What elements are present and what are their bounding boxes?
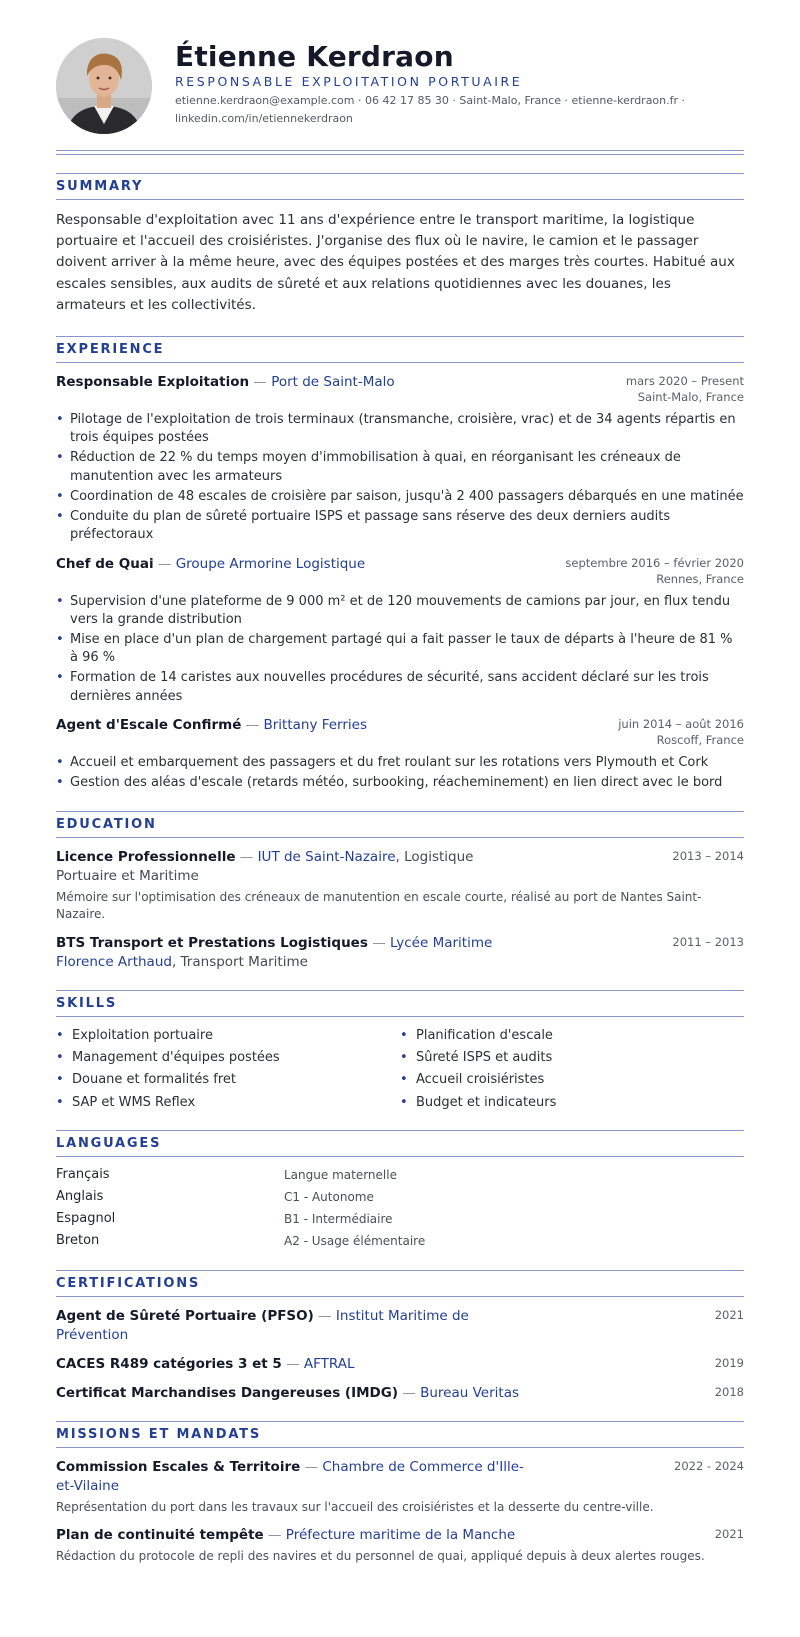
bullet: • Accueil et embarquement des passagers et du fret roulant sur les rotations vers Plymouth et Cork (56, 754, 744, 772)
job-bullets (56, 754, 744, 792)
education-dates: 2013 – 2014 (672, 848, 744, 863)
bullet: • Mise en place d'un plan de chargement partagé qui a fait passer le taux de départs à l'heure de 81 % à 96 % (56, 631, 744, 668)
field: Logistique (404, 848, 474, 865)
job-location: Roscoff, France (656, 733, 744, 748)
education-entry: BTS Transport et Prestations Logistiques — Lycée Maritime Florence Arthaud, Transport Maritime 2011 – 2013 (56, 934, 744, 970)
job-bullets (56, 593, 744, 707)
language-row (56, 1186, 744, 1208)
mission-org: Chambre de Commerce d'Ille- (322, 1458, 524, 1475)
bullet: • Gestion des aléas d'escale (retards météo, surbooking, réacheminement) en lien direct avec le bord (56, 774, 744, 792)
job-bullets (56, 411, 744, 545)
bullet: • Réduction de 22 % du temps moyen d'immobilisation à quai, en réorganisant les créneaux de manutention avec les armateurs (56, 449, 744, 486)
certification-name: Certificat Marchandises Dangereuses (IMDG) (56, 1384, 399, 1401)
certification-org-cont: Prévention (56, 1326, 129, 1343)
section-education-heading (56, 811, 744, 838)
mission-name: Commission Escales & Territoire (56, 1458, 301, 1475)
certification-year: 2021 (714, 1307, 744, 1322)
certification-org: Institut Maritime de (335, 1307, 469, 1324)
employer: Port de Saint-Malo (271, 374, 395, 391)
language-level: C1 - Autonome (284, 1189, 374, 1204)
certification-year: 2018 (714, 1384, 744, 1399)
candidate-name: Étienne Kerdraon (175, 40, 454, 73)
candidate-role: RESPONSABLE EXPLOITATION PORTUAIRE (175, 74, 523, 89)
bullet: • Supervision d'une plateforme de 9 000 m² et de 120 mouvements de camions par jour, en flux tendu vers la grande distribution (56, 593, 744, 630)
language-level: Langue maternelle (284, 1167, 397, 1182)
section-title: EXPERIENCE (56, 342, 165, 358)
section-title: SUMMARY (56, 179, 144, 194)
language-name: Espagnol (56, 1210, 116, 1226)
mission-dates: 2021 (714, 1527, 744, 1542)
experience-entry: Chef de Quai — Groupe Armorine Logistique septembre 2016 – février 2020 Rennes, France • Supervision d'une plateforme de 9 000 m² et de 120 mouvements de camions par jour, en flux tendu vers la grande distribution • Mise en place d'un plan de chargement partagé qui a fait passer le taux de départs à l'heure de 81 % à 96 % • Formation de 14 caristes aux nouvelles procédures de sécurité, sans accident déclaré sur les trois dernières années (56, 555, 744, 707)
mission-entry: Plan de continuité tempête — Préfecture maritime de la Manche 2021 Rédaction du protocole de repli des navires et du personnel de quai, appliqué depuis à deux alertes rouges. (56, 1526, 744, 1566)
avatar (56, 38, 152, 134)
skills-list (56, 1027, 744, 1112)
skill-item: • Accueil croisiéristes (400, 1071, 744, 1089)
job-title: Chef de Quai (56, 555, 154, 572)
resume-header (56, 38, 744, 134)
contact-line-2: linkedin.com/in/etiennekerdraon (175, 112, 353, 125)
employer: Brittany Ferries (263, 717, 368, 734)
skill-item: • Planification d'escale (400, 1027, 744, 1045)
section-title: EDUCATION (56, 816, 157, 832)
language-name: Breton (56, 1232, 100, 1248)
school: IUT de Saint-Nazaire (257, 848, 396, 865)
job-title: Agent d'Escale Confirmé (56, 717, 242, 734)
summary-text: Responsable d'exploitation avec 11 ans d'expérience entre le transport maritime, la logistique portuaire et l'accueil des croisiéristes. J'organise des flux où le navire, le camion et le passager doivent arriver à la même heure, avec des équipes postées et des marges très courtes. Habitué aux escales sensibles, aux audits de sûreté et aux relations quotidiennes avec les douanes, les armateurs et les collectivités. (56, 212, 735, 313)
field-cont: Portuaire et Maritime (56, 867, 199, 884)
education-dates: 2011 – 2013 (672, 934, 744, 949)
job-dates: juin 2014 – août 2016 (618, 717, 744, 732)
section-missions-heading (56, 1421, 744, 1448)
skill-item: • Exploitation portuaire (56, 1027, 400, 1045)
section-summary-heading (56, 173, 744, 200)
bullet: • Pilotage de l'exploitation de trois terminaux (transmanche, croisière, vrac) et de 34 agents répartis en trois équipes postées (56, 411, 744, 448)
language-name: Anglais (56, 1188, 104, 1204)
degree: BTS Transport et Prestations Logistiques (56, 934, 368, 951)
bullet: • Coordination de 48 escales de croisière par saison, jusqu'à 2 400 passagers débarqués en une matinée (56, 488, 744, 506)
job-location: Saint-Malo, France (637, 390, 744, 405)
experience-entry: Agent d'Escale Confirmé — Brittany Ferries juin 2014 – août 2016 Roscoff, France • Accueil et embarquement des passagers et du fret roulant sur les rotations vers Plymouth et Cork • Gestion des aléas d'escale (retards météo, surbooking, réacheminement) en lien direct avec le bord (56, 716, 744, 792)
job-location: Rennes, France (656, 571, 744, 586)
skill-item: • Budget et indicateurs (400, 1094, 744, 1112)
bullet: • Formation de 14 caristes aux nouvelles procédures de sécurité, sans accident déclaré sur les trois dernières années (56, 669, 744, 706)
section-certifications-heading (56, 1270, 744, 1297)
job-title: Responsable Exploitation (56, 374, 250, 391)
mission-org-cont: et-Vilaine (56, 1477, 120, 1494)
employer: Groupe Armorine Logistique (175, 555, 366, 572)
skill-item: • Management d'équipes postées (56, 1049, 400, 1067)
language-row (56, 1208, 744, 1230)
language-row (56, 1230, 744, 1252)
languages-list (56, 1164, 744, 1252)
mission-dates: 2022 - 2024 (674, 1458, 744, 1473)
certification-org: AFTRAL (303, 1355, 355, 1372)
mission-name: Plan de continuité tempête (56, 1527, 264, 1544)
job-dates: mars 2020 – Present (625, 374, 744, 389)
mission-entry: Commission Escales & Territoire — Chambre de Commerce d'Ille- et-Vilaine 2022 - 2024 Représentation du port dans les travaux sur l'accueil des croisiéristes et la desserte du centre-ville. (56, 1458, 744, 1517)
header-divider (56, 150, 744, 155)
mission-desc: Représentation du port dans les travaux sur l'accueil des croisiéristes et la desserte du centre-ville. (56, 1499, 654, 1514)
skill-item: • SAP et WMS Reflex (56, 1094, 400, 1112)
education-entry: Licence Professionnelle — IUT de Saint-Nazaire, Logistique Portuaire et Maritime 2013 – 2014 Mémoire sur l'optimisation des créneaux de manutention en escale courte, réalisé au port de Nantes Saint-Nazaire. (56, 848, 744, 924)
section-title: MISSIONS ET MANDATS (56, 1426, 261, 1442)
school: Lycée Maritime (389, 934, 493, 951)
education-desc: Mémoire sur l'optimisation des créneaux de manutention en escale courte, réalisé au port de Nantes Saint-Nazaire. (56, 889, 702, 922)
language-name: Français (56, 1166, 110, 1182)
bullet: • Conduite du plan de sûreté portuaire ISPS et passage sans réserve des deux derniers audits préfectoraux (56, 508, 744, 545)
section-skills-heading (56, 990, 744, 1017)
contact-line-1: etienne.kerdraon@example.com · 06 42 17 85 30 · Saint-Malo, France · etienne-kerdraon.fr · (175, 94, 686, 107)
job-dates: septembre 2016 – février 2020 (565, 555, 744, 570)
school-cont: Florence Arthaud (56, 953, 172, 970)
section-title: CERTIFICATIONS (56, 1275, 201, 1291)
contact-info (175, 92, 695, 128)
section-title: LANGUAGES (56, 1135, 162, 1151)
certification-name: CACES R489 catégories 3 et 5 (56, 1355, 282, 1372)
section-experience-heading (56, 336, 744, 363)
section-languages-heading (56, 1130, 744, 1157)
field: Transport Maritime (180, 953, 308, 970)
experience-entry: Responsable Exploitation — Port de Saint-Malo mars 2020 – Present Saint-Malo, France • Pilotage de l'exploitation de trois terminaux (transmanche, croisière, vrac) et de 34 agents répartis en trois équipes postées • Réduction de 22 % du temps moyen d'immobilisation à quai, en réorganisant les créneaux de manutention avec les armateurs • Coordination de 48 escales de croisière par saison, jusqu'à 2 400 passagers débarqués en une matinée • Conduite du plan de sûreté portuaire ISPS et passage sans réserve des deux derniers audits préfectoraux (56, 373, 744, 545)
mission-org: Préfecture maritime de la Manche (285, 1527, 516, 1544)
language-row (56, 1164, 744, 1186)
language-level: B1 - Intermédiaire (284, 1211, 393, 1226)
degree: Licence Professionnelle (56, 848, 236, 865)
certification-name: Agent de Sûreté Portuaire (PFSO) (56, 1307, 314, 1324)
certification-entry: Agent de Sûreté Portuaire (PFSO) — Institut Maritime de Prévention 2021 (56, 1307, 744, 1343)
certification-year: 2019 (714, 1355, 744, 1370)
certification-org: Bureau Veritas (420, 1384, 519, 1401)
skill-item: • Douane et formalités fret (56, 1071, 400, 1089)
mission-desc: Rédaction du protocole de repli des navires et du personnel de quai, appliqué depuis à deux alertes rouges. (56, 1549, 705, 1564)
certification-entry: CACES R489 catégories 3 et 5 — AFTRAL 2019 (56, 1355, 744, 1372)
certification-entry: Certificat Marchandises Dangereuses (IMDG) — Bureau Veritas 2018 (56, 1384, 744, 1401)
skill-item: • Sûreté ISPS et audits (400, 1049, 744, 1067)
section-title: SKILLS (56, 995, 118, 1011)
language-level: A2 - Usage élémentaire (284, 1233, 426, 1248)
